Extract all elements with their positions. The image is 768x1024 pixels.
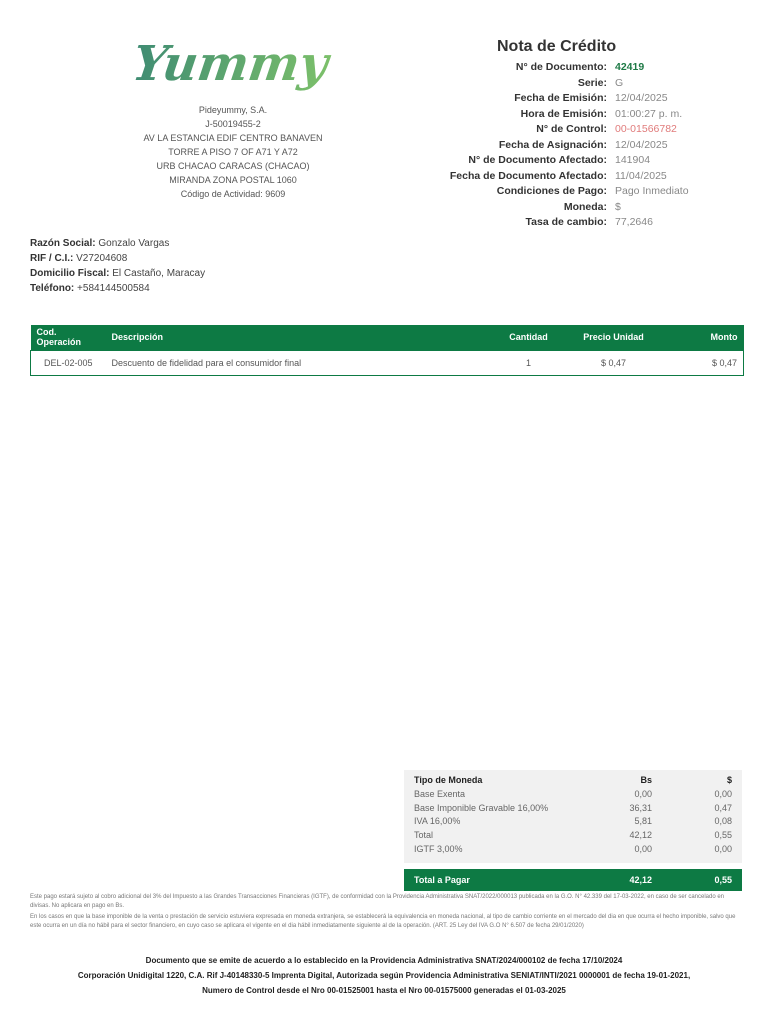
client-razon-social — [30, 236, 205, 251]
company-rif: J-50019455-2 — [205, 119, 261, 129]
meta-label: Condiciones de Pago: — [496, 185, 607, 197]
footer-line-3: Numero de Control desde el Nro 00-01525001 hasta el Nro 00-01575000 generadas el 01-03-2025 — [202, 986, 566, 995]
client-telefono-value: +584144500584 — [77, 283, 150, 294]
items-table — [30, 325, 744, 376]
control-number: 00-01566782 — [615, 123, 677, 135]
totals-usd: 0,00 — [714, 788, 732, 799]
total-to-pay-row — [404, 869, 742, 891]
igtf-note: Este pago estará sujeto al cobro adicional del 3% del Impuesto a las Grandes Transacciones Financieras (IGTF), de conformidad con la Providencia Administrativa SNAT/2022/000013 publicada en la G.O. N° 42.339 del 17-03-2022, en caso de ser cancelado en divisas. No aplicara en pago en Bs. — [30, 894, 725, 909]
totals-bs: 0,00 — [634, 788, 652, 799]
header-description: Descripción — [106, 325, 494, 350]
document-title: Nota de Crédito — [497, 38, 617, 55]
meta-row-control-number — [420, 122, 760, 138]
client-rif-value: V27204608 — [76, 253, 128, 264]
totals-usd: 0,55 — [714, 830, 732, 841]
issue-time: 01:00:27 p. m. — [615, 107, 683, 120]
affected-document-number: 141904 — [615, 154, 651, 166]
totals-bs: 5,81 — [634, 816, 652, 827]
footer-line-2: Corporación Unidigital 1220, C.A. Rif J-40148330-5 Imprenta Digital, Autorizada según Providencia Administrativa SENIAT/INTI/2021 0000001 de fecha 19-01-2021, — [77, 971, 691, 980]
meta-label: N° de Documento: — [515, 61, 607, 73]
meta-row-assignment-date — [420, 138, 760, 154]
totals-row-base-imponible — [404, 802, 742, 816]
totals-label: Base Imponible Gravable 16,00% — [414, 802, 549, 813]
meta-label: Moneda: — [563, 200, 607, 213]
totals-header-bs: Bs — [640, 775, 652, 785]
totals-header-label: Tipo de Moneda — [414, 775, 483, 785]
totals-label: IVA 16,00% — [414, 816, 461, 827]
company-address-1: AV LA ESTANCIA EDIF CENTRO BANAVEN — [143, 133, 323, 143]
logo-text: Yummy — [129, 36, 332, 92]
client-razon-label: Razón Social: — [30, 238, 96, 249]
client-rif-label: RIF / C.I.: — [30, 253, 74, 264]
header-unit-price: Precio Unidad — [564, 325, 664, 350]
meta-row-currency — [420, 200, 760, 216]
affected-document-date: 11/04/2025 — [615, 169, 667, 182]
assignment-date: 12/04/2025 — [615, 138, 668, 151]
company-address-2: TORRE A PISO 7 OF A71 Y A72 — [168, 147, 298, 157]
meta-row-issue-date — [420, 91, 760, 107]
meta-label: N° de Control: — [536, 123, 607, 135]
totals-label: Total — [414, 830, 434, 841]
totals-bs: 36,31 — [629, 802, 652, 813]
client-telefono-label: Teléfono: — [30, 283, 75, 294]
company-address-3: URB CHACAO CARACAS (CHACAO) — [156, 161, 310, 171]
meta-row-document-number — [420, 60, 760, 76]
document-number: 42419 — [615, 61, 645, 73]
meta-label: Serie: — [577, 76, 607, 89]
item-code: DEL-02-005 — [31, 350, 106, 375]
meta-row-series — [420, 76, 760, 92]
header-code: Cod. Operación — [31, 325, 106, 350]
client-info — [30, 236, 205, 296]
totals-usd: 0,08 — [714, 816, 732, 827]
meta-row-exchange-rate — [420, 215, 760, 231]
totals-header-usd: $ — [726, 775, 732, 785]
yummy-logo — [129, 30, 332, 100]
series-value: G — [615, 76, 624, 89]
totals-row-igtf — [404, 843, 742, 857]
meta-label: Fecha de Documento Afectado: — [449, 169, 607, 182]
meta-label: Tasa de cambio: — [525, 216, 607, 228]
exchange-rate: 77,2646 — [615, 216, 653, 228]
totals-bs: 42,12 — [629, 830, 652, 841]
items-header-row — [31, 325, 744, 350]
payment-terms: Pago Inmediato — [615, 185, 689, 197]
meta-label: N° de Documento Afectado: — [468, 154, 607, 166]
meta-row-affected-document — [420, 153, 760, 169]
item-quantity: 1 — [494, 350, 564, 375]
item-description: Descuento de fidelidad para el consumidor final — [106, 350, 494, 375]
company-activity-code: Código de Actividad: 9609 — [180, 189, 286, 199]
total-to-pay-bs: 42,12 — [629, 874, 652, 885]
totals-summary — [404, 770, 742, 891]
issue-date: 12/04/2025 — [615, 92, 668, 104]
document-footer — [0, 953, 768, 998]
client-razon-value: Gonzalo Vargas — [98, 238, 170, 249]
totals-bs: 0,00 — [634, 843, 652, 854]
totals-body — [404, 770, 742, 863]
header-amount: Monto — [664, 325, 744, 350]
company-address-4: MIRANDA ZONA POSTAL 1060 — [169, 175, 297, 185]
meta-label: Hora de Emisión: — [520, 107, 607, 120]
totals-usd: 0,00 — [714, 843, 732, 854]
meta-row-payment-terms — [420, 184, 760, 200]
currency: $ — [615, 200, 621, 213]
totals-row-base-exenta — [404, 788, 742, 802]
totals-label: Base Exenta — [414, 788, 466, 799]
totals-header-row — [404, 774, 742, 788]
footer-line-1: Documento que se emite de acuerdo a lo establecido en la Providencia Administrativa SNAT/2024/000102 de fecha 17/10/2024 — [145, 956, 623, 965]
legal-notes — [30, 893, 744, 933]
totals-row-total — [404, 829, 742, 843]
table-row — [31, 350, 744, 375]
total-to-pay-label: Total a Pagar — [414, 874, 470, 885]
company-info — [100, 103, 366, 201]
meta-row-affected-document-date — [420, 169, 760, 185]
document-metadata — [420, 60, 760, 231]
totals-row-iva — [404, 815, 742, 829]
exchange-note: En los casos en que la base imponible de la venta o prestación de servicio estuviera expresada en moneda extranjera, se establecerá la equivalencia en moneda nacional, al tipo de cambio corriente en el mercado del dia en que ocurra el hecho imponible, salvo que este ocurra en un día no hábil para el sector financiero, en cuyo caso se aplicara el vigente en el dia hábil inmediatamente siguiente al de la operación. (ART. 25 Ley del IVA G.O N° 6.507 de fecha 29/01/2020) — [30, 914, 736, 929]
meta-label: Fecha de Asignación: — [498, 138, 607, 151]
header-quantity: Cantidad — [494, 325, 564, 350]
company-name: Pideyummy, S.A. — [198, 105, 268, 115]
client-domicilio — [30, 266, 205, 281]
client-domicilio-label: Domicilio Fiscal: — [30, 268, 110, 279]
meta-label: Fecha de Emisión: — [514, 92, 607, 104]
meta-row-issue-time — [420, 107, 760, 123]
client-telefono — [30, 281, 205, 296]
item-unit-price: $ 0,47 — [564, 350, 664, 375]
item-amount: $ 0,47 — [664, 350, 744, 375]
client-domicilio-value: El Castaño, Maracay — [112, 268, 206, 279]
client-rif — [30, 251, 205, 266]
totals-usd: 0,47 — [714, 802, 732, 813]
totals-label: IGTF 3,00% — [414, 843, 463, 854]
total-to-pay-usd: 0,55 — [714, 874, 732, 885]
